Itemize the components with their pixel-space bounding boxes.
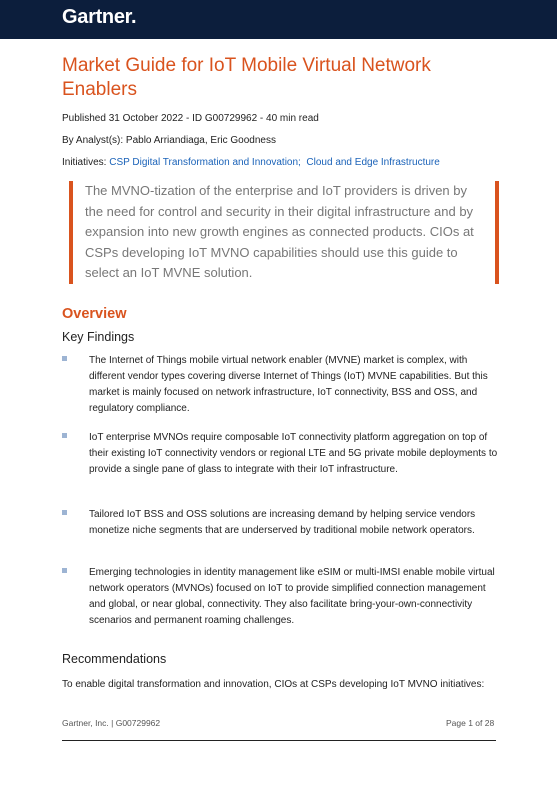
header-bar (0, 0, 557, 39)
bullet-icon (62, 510, 67, 515)
finding-text: Tailored IoT BSS and OSS solutions are increasing demand by helping service vendors monetize niche segments that are underserved by traditional mobile network operators. (89, 509, 476, 536)
recommendations-heading: Recommendations (62, 652, 167, 666)
footer-page-number: Page 1 of 28 (446, 718, 495, 728)
overview-heading: Overview (62, 306, 127, 322)
bullet-icon (62, 568, 67, 573)
initiative-link-csp[interactable]: CSP Digital Transformation and Innovation; (109, 157, 301, 168)
gartner-logo[interactable]: Gartner. (62, 6, 137, 28)
initiative-link-cloud-edge[interactable]: Cloud and Edge Infrastructure (306, 157, 440, 168)
document-title: Market Guide for IoT Mobile Virtual Network Enablers (62, 55, 431, 100)
initiatives-info (62, 157, 440, 168)
analysts-info: By Analyst(s): Pablo Arriandiaga, Eric Goodness (62, 135, 276, 146)
finding-text: IoT enterprise MVNOs require composable IoT connectivity platform aggregation on top of their existing IoT connectivity vendors or regional LTE and 5G private mobile deployments to provide a single pane of glass to integrate with their IoT infrastructure. (89, 432, 498, 475)
key-findings-heading: Key Findings (62, 330, 135, 344)
summary-text: The MVNO-tization of the enterprise and IoT providers is driven by the need for control and security in their digital infrastructure and by expansion into new growth engines as connected products. CIOs at CSPs developing IoT MVNO capabilities should use this guide to select an IoT MVNE solution. (85, 183, 474, 280)
finding-text: Emerging technologies in identity management like eSIM or multi-IMSI enable mobile virtual network operators (MVNOs) focused on IoT to provide simplified connection management and global, or near global, connectivity. They also facilitate bring-your-own-connectivity scenarios and permanent roaming challenges. (89, 567, 495, 626)
footer-document-id: Gartner, Inc. | G00729962 (62, 718, 161, 728)
footer-divider (62, 740, 496, 741)
finding-text: The Internet of Things mobile virtual network enabler (MVNE) market is complex, with different vendor types covering diverse Internet of Things (IoT) MVNE capabilities. But this market is mainly focused on network infrastructure, IoT connectivity, BSS and OSS, and regulatory compliance. (89, 355, 488, 414)
bullet-icon (62, 356, 67, 361)
summary-callout (69, 181, 499, 284)
published-info: Published 31 October 2022 - ID G00729962 - 40 min read (62, 113, 319, 124)
initiatives-label: Initiatives: (62, 157, 110, 168)
recommendations-intro: To enable digital transformation and innovation, CIOs at CSPs developing IoT MVNO initiatives: (62, 679, 485, 690)
bullet-icon (62, 433, 67, 438)
